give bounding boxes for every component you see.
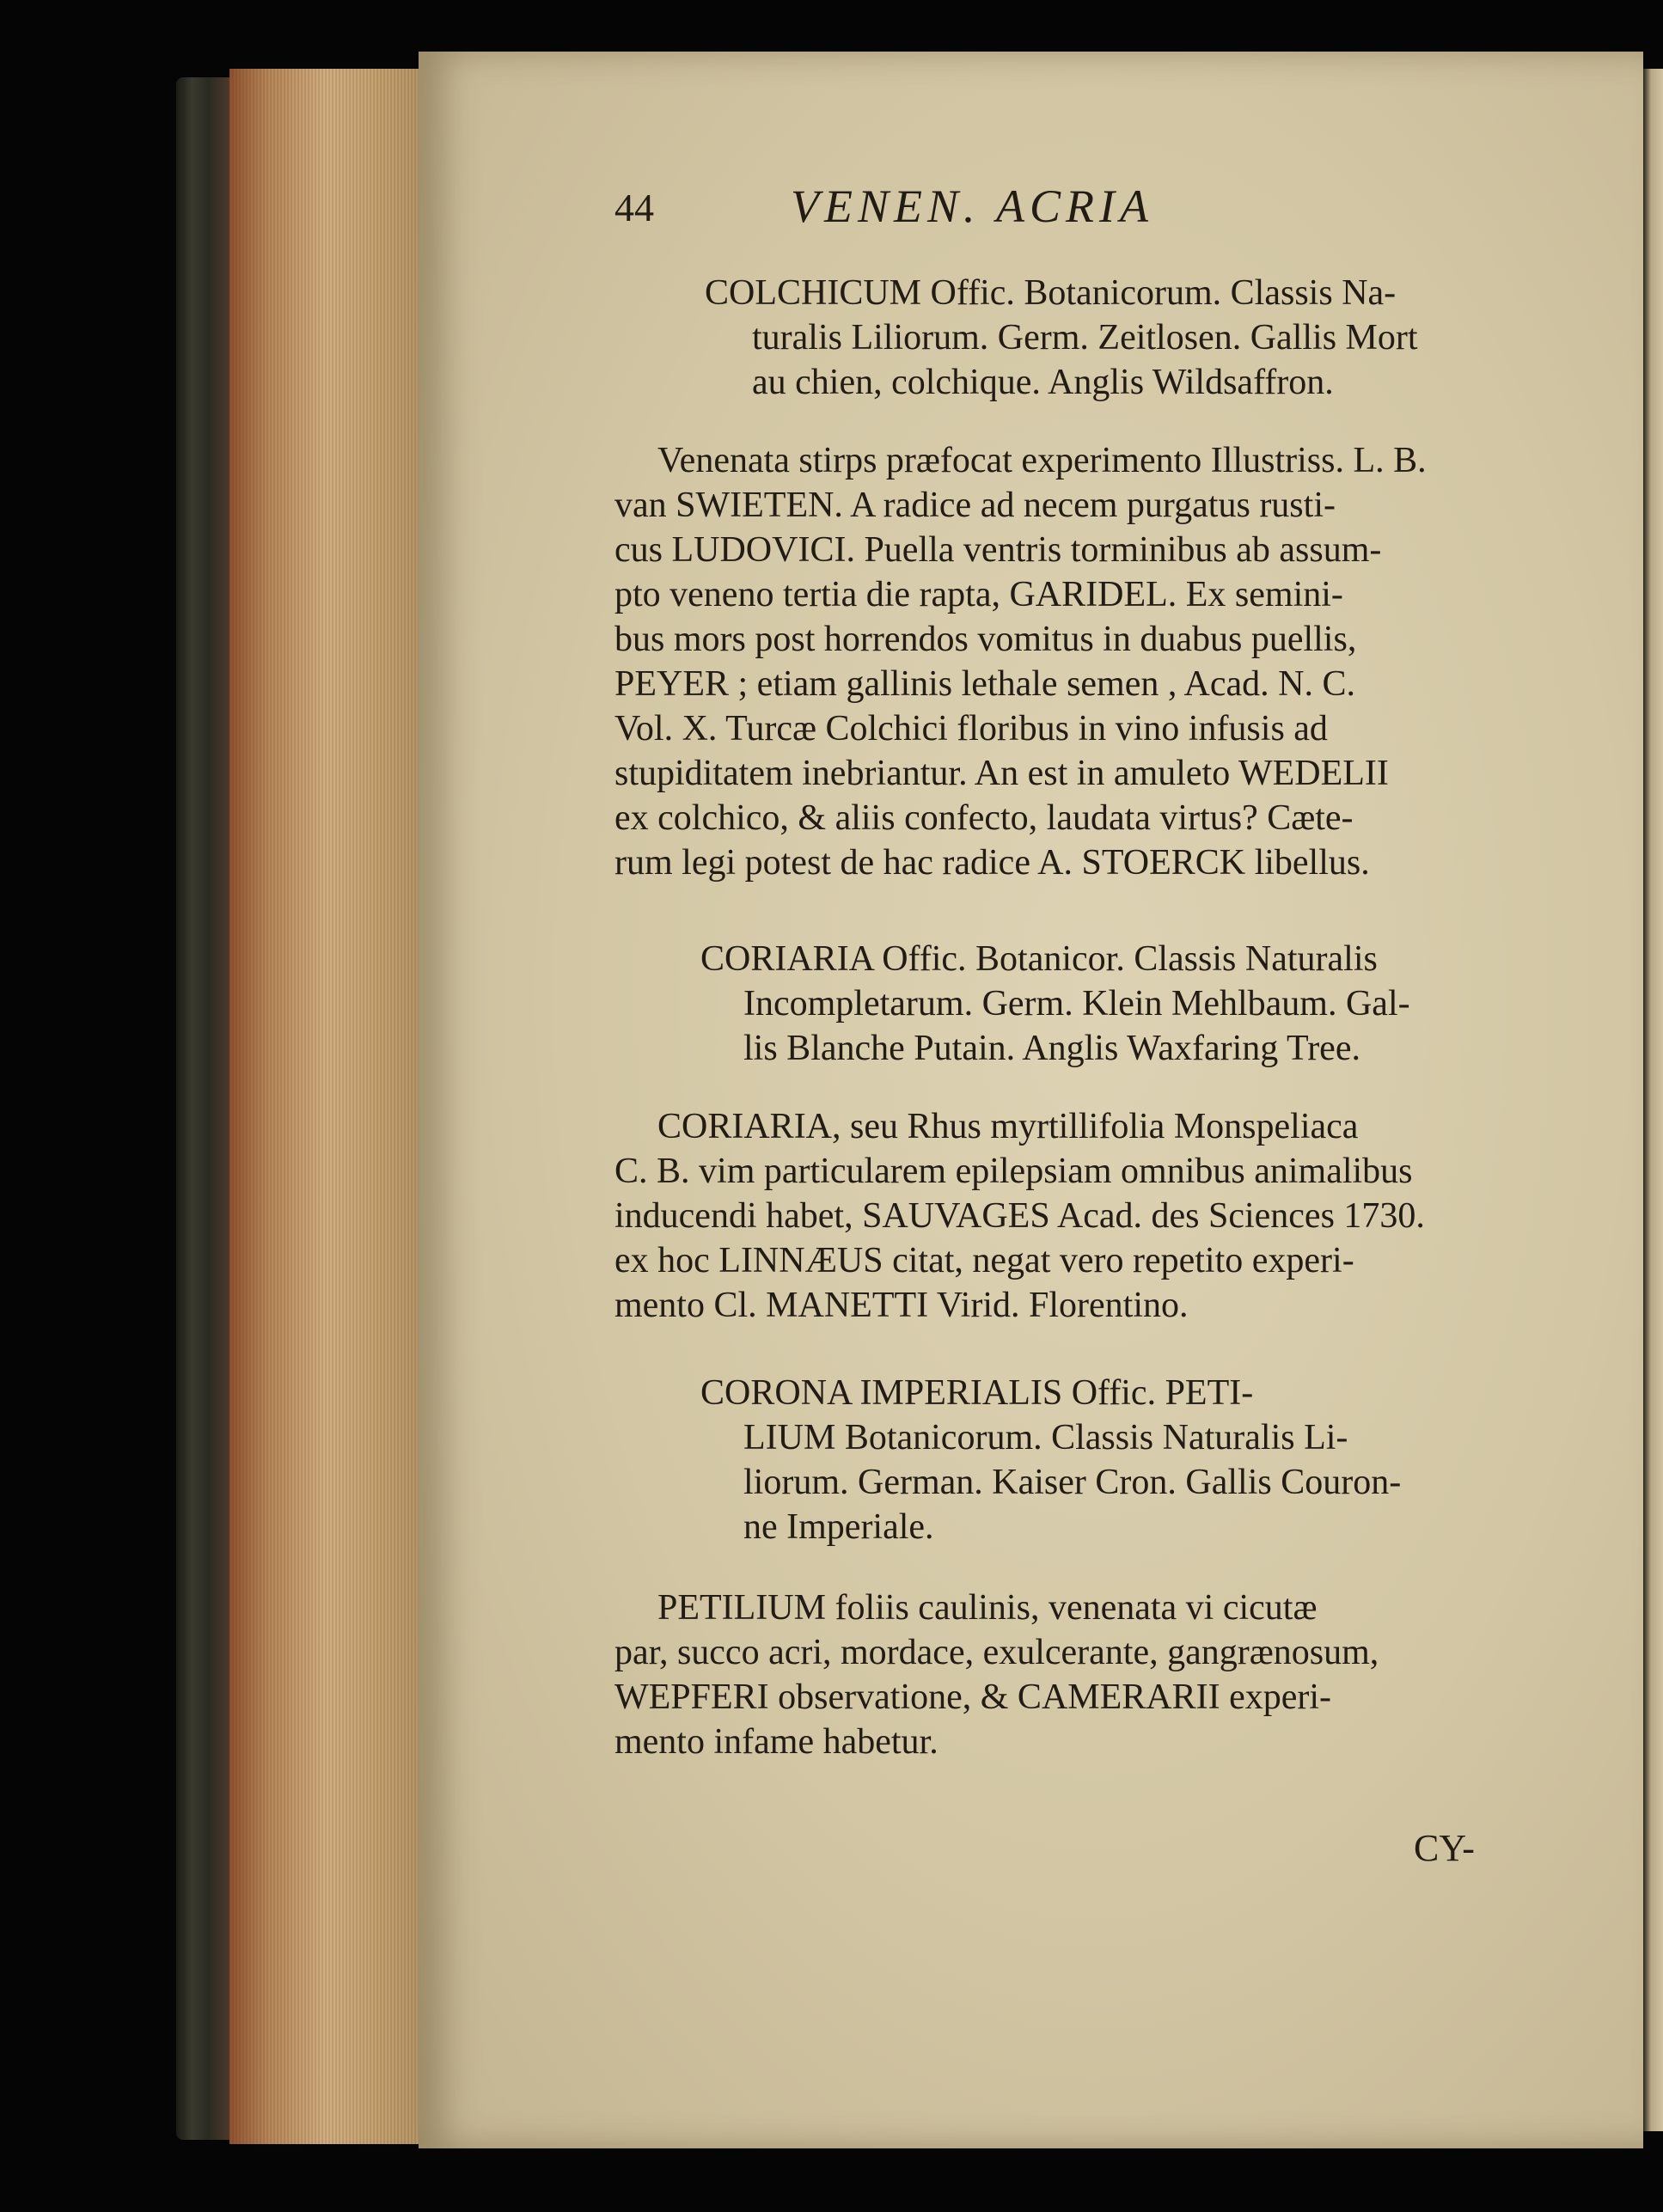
heading-line: CORONA IMPERIALIS Offic. PETI- <box>700 1373 1254 1413</box>
body-line: mento Cl. MANETTI Virid. Florentino. <box>614 1286 1189 1325</box>
entry-body <box>614 438 1491 885</box>
heading-line: au chien, colchique. Anglis Wildsaffron. <box>752 363 1334 402</box>
heading-line: LIUM Botanicorum. Classis Naturalis Li- <box>743 1418 1348 1457</box>
heading-line: COLCHICUM Offic. Botanicorum. Classis Na- <box>705 273 1397 313</box>
body-line: rum legi potest de hac radice A. STOERCK libellus. <box>614 843 1370 883</box>
body-line: C. B. vim particularem epilepsiam omnibus animalibus <box>614 1152 1413 1191</box>
body-line: PEYER ; etiam gallinis lethale semen , Acad. N. C. <box>614 664 1356 704</box>
next-page-edge <box>1643 69 1663 2131</box>
body-line: par, succo acri, mordace, exulcerante, gangrænosum, <box>614 1633 1379 1672</box>
body-line: mento infame habetur. <box>614 1722 938 1762</box>
entry-body <box>614 1104 1491 1328</box>
entry-heading <box>614 271 1491 405</box>
heading-line: ne Imperiale. <box>743 1507 934 1547</box>
body-line: CORIARIA, seu Rhus myrtillifolia Monspeliaca <box>657 1107 1359 1146</box>
heading-line: Incompletarum. Germ. Klein Mehlbaum. Gal- <box>743 984 1410 1024</box>
book-binding <box>176 77 229 2140</box>
heading-line: turalis Liliorum. Germ. Zeitlosen. Gallis Mort <box>752 318 1418 357</box>
body-line: Venenata stirps præfocat experimento Illustriss. L. B. <box>657 441 1427 480</box>
heading-line: CORIARIA Offic. Botanicor. Classis Naturalis <box>700 939 1378 979</box>
catchword: CY- <box>1414 1827 1475 1869</box>
body-line: ex hoc LINNÆUS citat, negat vero repetito experi- <box>614 1241 1354 1280</box>
body-line: inducendi habet, SAUVAGES Acad. des Sciences 1730. <box>614 1196 1425 1236</box>
body-line: bus mors post horrendos vomitus in duabus puellis, <box>614 620 1357 659</box>
heading-line: lis Blanche Putain. Anglis Waxfaring Tree. <box>743 1029 1360 1068</box>
page-number: 44 <box>614 186 654 229</box>
body-line: stupiditatem inebriantur. An est in amuleto WEDELII <box>614 754 1389 793</box>
body-line: cus LUDOVICI. Puella ventris torminibus ab assum- <box>614 530 1382 570</box>
body-line: van SWIETEN. A radice ad necem purgatus rusti- <box>614 486 1336 525</box>
entry-heading <box>614 937 1491 1071</box>
page-edges <box>229 69 423 2144</box>
body-line: ex colchico, & aliis confecto, laudata virtus? Cæte- <box>614 798 1354 838</box>
body-line: PETILIUM foliis caulinis, venenata vi cicutæ <box>657 1588 1318 1628</box>
body-line: Vol. X. Turcæ Colchici floribus in vino infusis ad <box>614 709 1328 749</box>
page-header <box>614 180 1491 245</box>
heading-line: liorum. German. Kaiser Cron. Gallis Couron- <box>743 1463 1402 1502</box>
entry-heading <box>614 1371 1491 1549</box>
body-line: WEPFERI observatione, & CAMERARII experi- <box>614 1677 1332 1717</box>
body-line: pto veneno tertia die rapta, GARIDEL. Ex semini- <box>614 575 1343 614</box>
entry-body <box>614 1586 1491 1764</box>
running-title: VENEN. ACRIA <box>791 180 1153 232</box>
